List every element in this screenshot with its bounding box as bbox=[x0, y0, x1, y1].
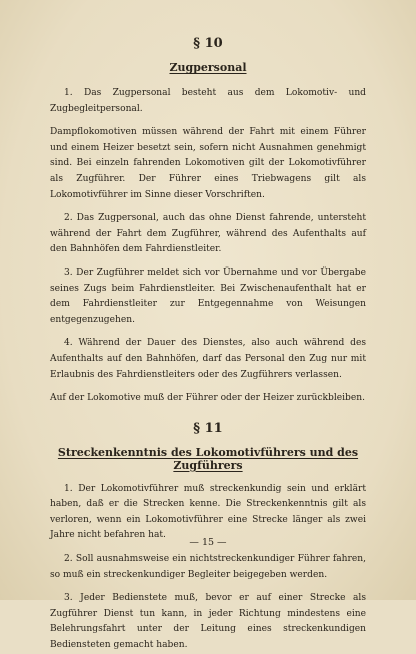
section-10-title: Zugpersonal bbox=[169, 61, 247, 74]
section-11-number: § 11 bbox=[193, 420, 223, 436]
section-10-paragraph-1: 1. Das Zugpersonal besteht aus dem Lokomotiv- und Zugbegleitpersonal. bbox=[50, 88, 366, 114]
section-11-title: Streckenkenntnis des Lokomotivführers und des Zugführers bbox=[57, 445, 359, 472]
section-10-paragraph-5: 4. Während der Dauer des Dienstes, also auch während des Aufenthalts auf den Bahnhöfen, darf das Personal den Zug nur mit Erlaubnis des Fahrdienstleiters oder des Zugführers verlassen. bbox=[50, 338, 366, 380]
section-10-paragraph-2: Dampflokomotiven müssen während der Fahrt mit einem Führer und einem Heizer besetzt sein, sofern nicht Ausnahmen genehmigt sind. Bei einzeln fahrenden Lokomotiven gilt der Lokomotivführer als Zugführer. Der Führer eines Triebwagens gilt als Lokomotivführer im Sinne dieser Vorschriften. bbox=[50, 127, 366, 200]
section-10-paragraph-3: 2. Das Zugpersonal, auch das ohne Dienst fahrende, untersteht während der Fahrt dem Zugführer, während des Aufenthalts auf den Bahnhöfen dem Fahrdienstleiter. bbox=[50, 213, 366, 255]
section-11-paragraph-2: 2. Soll ausnahmsweise ein nichtstreckenkundiger Führer fahren, so muß ein streckenkundiger Begleiter beigegeben werden. bbox=[50, 554, 366, 580]
section-10-paragraph-6: Auf der Lokomotive muß der Führer oder der Heizer zurückbleiben. bbox=[50, 393, 365, 404]
section-10-number: § 10 bbox=[193, 36, 223, 51]
page-number: — 15 — bbox=[189, 537, 227, 548]
section-10-paragraph-4: 3. Der Zugführer meldet sich vor Übernahme und vor Übergabe seines Zugs beim Fahrdienstleiter. Bei Zwischenaufenthalt hat er dem Fahrdienstleiter zur Entgegennahme von Weisungen entgegenzugehen. bbox=[50, 267, 366, 325]
section-11-paragraph-1: 1. Der Lokomotivführer muß streckenkundig sein und erklärt haben, daß er die Strecken kenne. Die Streckenkenntnis gilt als verloren, wenn ein Lokomotivführer eine Strecke länger als zwei Jahre nicht befahren hat. bbox=[50, 483, 366, 541]
section-11-paragraph-3: 3. Jeder Bedienstete muß, bevor er auf einer Strecke als Zugführer Dienst tun kann, in jeder Richtung mindestens eine Belehrungsfahrt unter der Leitung eines streckenkundigen Bediensteten gemacht haben. bbox=[50, 593, 366, 651]
